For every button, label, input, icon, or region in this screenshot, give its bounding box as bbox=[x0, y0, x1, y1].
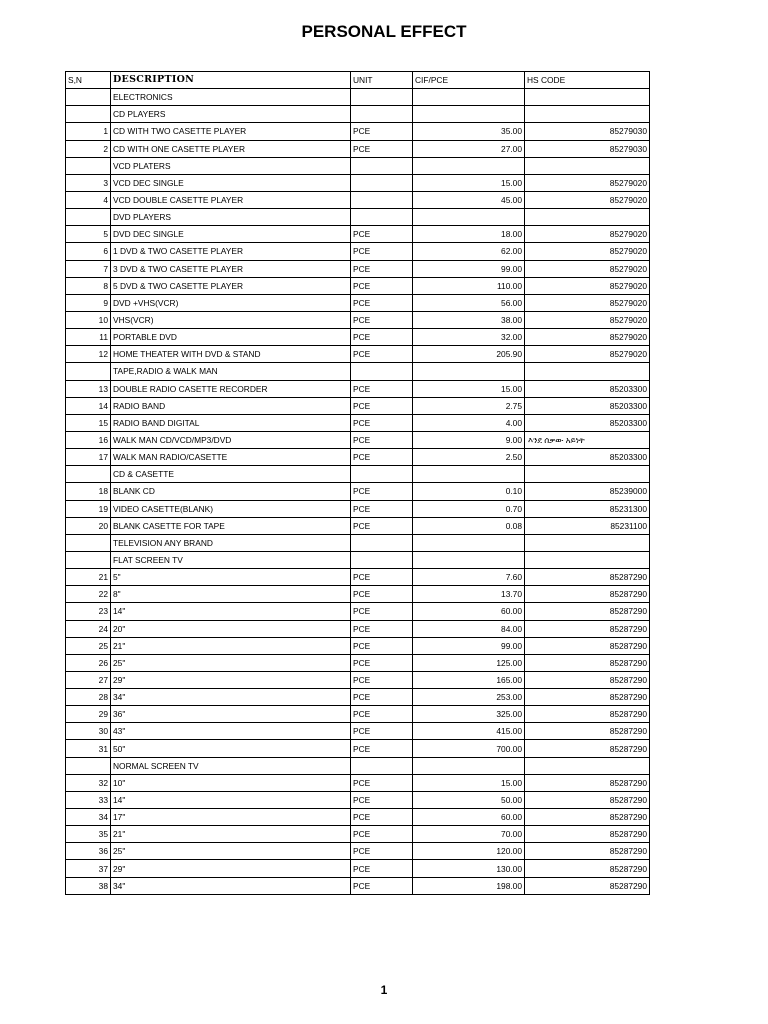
cell-unit: PCE bbox=[351, 123, 413, 140]
table-row bbox=[66, 586, 650, 603]
personal-effect-table bbox=[65, 71, 650, 895]
cell-unit: PCE bbox=[351, 329, 413, 346]
cell-unit: PCE bbox=[351, 226, 413, 243]
table-row bbox=[66, 826, 650, 843]
cell-hs-code: 85287290 bbox=[525, 826, 650, 843]
cell-sn: 2 bbox=[66, 140, 111, 157]
cell-unit bbox=[351, 106, 413, 123]
cell-description: 5 DVD & TWO CASETTE PLAYER bbox=[111, 277, 351, 294]
cell-description: VCD DOUBLE CASETTE PLAYER bbox=[111, 191, 351, 208]
cell-hs-code: 85287290 bbox=[525, 791, 650, 808]
cell-sn: 36 bbox=[66, 843, 111, 860]
cell-sn: 34 bbox=[66, 809, 111, 826]
table-row bbox=[66, 431, 650, 448]
cell-hs-code: 85203300 bbox=[525, 380, 650, 397]
cell-description: DVD PLAYERS bbox=[111, 209, 351, 226]
cell-sn: 3 bbox=[66, 174, 111, 191]
table-row bbox=[66, 329, 650, 346]
cell-sn: 16 bbox=[66, 431, 111, 448]
cell-cif bbox=[413, 757, 525, 774]
cell-description: CD & CASETTE bbox=[111, 466, 351, 483]
cell-unit bbox=[351, 534, 413, 551]
cell-hs-code: 85287290 bbox=[525, 654, 650, 671]
table-row bbox=[66, 860, 650, 877]
cell-description: 50" bbox=[111, 740, 351, 757]
cell-cif: 50.00 bbox=[413, 791, 525, 808]
cell-hs-code: 85287290 bbox=[525, 569, 650, 586]
table-row bbox=[66, 174, 650, 191]
cell-cif: 4.00 bbox=[413, 414, 525, 431]
cell-description: VCD DEC SINGLE bbox=[111, 174, 351, 191]
cell-sn bbox=[66, 106, 111, 123]
cell-description: 10" bbox=[111, 774, 351, 791]
cell-unit: PCE bbox=[351, 397, 413, 414]
cell-sn bbox=[66, 363, 111, 380]
cell-cif bbox=[413, 89, 525, 106]
table-row bbox=[66, 123, 650, 140]
cell-hs-code: 85279020 bbox=[525, 346, 650, 363]
cell-unit: PCE bbox=[351, 740, 413, 757]
table-row bbox=[66, 414, 650, 431]
cell-unit bbox=[351, 191, 413, 208]
cell-description: TELEVISION ANY BRAND bbox=[111, 534, 351, 551]
cell-unit: PCE bbox=[351, 380, 413, 397]
category-row bbox=[66, 157, 650, 174]
header-unit: UNIT bbox=[351, 72, 413, 89]
cell-cif: 35.00 bbox=[413, 123, 525, 140]
cell-unit: PCE bbox=[351, 723, 413, 740]
cell-cif: 99.00 bbox=[413, 260, 525, 277]
cell-description: VCD PLATERS bbox=[111, 157, 351, 174]
cell-sn: 8 bbox=[66, 277, 111, 294]
cell-hs-code: 85287290 bbox=[525, 586, 650, 603]
cell-hs-code bbox=[525, 551, 650, 568]
table-row bbox=[66, 603, 650, 620]
cell-hs-code bbox=[525, 209, 650, 226]
cell-cif: 70.00 bbox=[413, 826, 525, 843]
cell-unit: PCE bbox=[351, 414, 413, 431]
cell-hs-code: 85279030 bbox=[525, 140, 650, 157]
cell-cif: 125.00 bbox=[413, 654, 525, 671]
cell-description: 8" bbox=[111, 586, 351, 603]
cell-sn: 30 bbox=[66, 723, 111, 740]
cell-sn: 15 bbox=[66, 414, 111, 431]
cell-hs-code: 85279020 bbox=[525, 277, 650, 294]
page-number: 1 bbox=[380, 983, 388, 997]
cell-hs-code: 85287290 bbox=[525, 706, 650, 723]
table-row bbox=[66, 620, 650, 637]
cell-description: 29" bbox=[111, 860, 351, 877]
cell-description: WALK MAN RADIO/CASETTE bbox=[111, 449, 351, 466]
cell-description: TAPE,RADIO & WALK MAN bbox=[111, 363, 351, 380]
table-row bbox=[66, 500, 650, 517]
cell-sn: 14 bbox=[66, 397, 111, 414]
category-row bbox=[66, 209, 650, 226]
cell-unit: PCE bbox=[351, 586, 413, 603]
cell-description: CD WITH TWO CASETTE PLAYER bbox=[111, 123, 351, 140]
cell-sn: 7 bbox=[66, 260, 111, 277]
table-row bbox=[66, 569, 650, 586]
cell-description: PORTABLE DVD bbox=[111, 329, 351, 346]
cell-hs-code: 85287290 bbox=[525, 877, 650, 894]
cell-hs-code: 85279020 bbox=[525, 226, 650, 243]
cell-sn: 13 bbox=[66, 380, 111, 397]
table-row bbox=[66, 311, 650, 328]
cell-description: DVD DEC SINGLE bbox=[111, 226, 351, 243]
cell-description: 5" bbox=[111, 569, 351, 586]
cell-unit: PCE bbox=[351, 483, 413, 500]
cell-unit bbox=[351, 157, 413, 174]
cell-cif: 13.70 bbox=[413, 586, 525, 603]
cell-sn: 31 bbox=[66, 740, 111, 757]
cell-cif: 415.00 bbox=[413, 723, 525, 740]
cell-hs-code: 85203300 bbox=[525, 449, 650, 466]
cell-description: DOUBLE RADIO CASETTE RECORDER bbox=[111, 380, 351, 397]
category-row bbox=[66, 106, 650, 123]
cell-unit: PCE bbox=[351, 637, 413, 654]
cell-unit bbox=[351, 89, 413, 106]
cell-hs-code: 85287290 bbox=[525, 671, 650, 688]
cell-cif: 253.00 bbox=[413, 689, 525, 706]
cell-sn: 5 bbox=[66, 226, 111, 243]
cell-cif: 15.00 bbox=[413, 774, 525, 791]
table-body bbox=[66, 72, 650, 895]
table-row bbox=[66, 346, 650, 363]
table-row bbox=[66, 791, 650, 808]
table-row bbox=[66, 397, 650, 414]
cell-hs-code bbox=[525, 89, 650, 106]
cell-description: WALK MAN CD/VCD/MP3/DVD bbox=[111, 431, 351, 448]
category-row bbox=[66, 89, 650, 106]
cell-description: 25" bbox=[111, 654, 351, 671]
cell-sn: 25 bbox=[66, 637, 111, 654]
cell-unit: PCE bbox=[351, 826, 413, 843]
cell-description: ELECTRONICS bbox=[111, 89, 351, 106]
header-cif: CIF/PCE bbox=[413, 72, 525, 89]
cell-unit: PCE bbox=[351, 791, 413, 808]
cell-sn bbox=[66, 757, 111, 774]
cell-cif: 325.00 bbox=[413, 706, 525, 723]
category-row bbox=[66, 534, 650, 551]
cell-cif: 0.08 bbox=[413, 517, 525, 534]
cell-cif: 60.00 bbox=[413, 603, 525, 620]
cell-cif: 15.00 bbox=[413, 380, 525, 397]
cell-hs-code: 85279020 bbox=[525, 260, 650, 277]
cell-sn: 6 bbox=[66, 243, 111, 260]
header-hs-code: HS CODE bbox=[525, 72, 650, 89]
table-row bbox=[66, 449, 650, 466]
cell-sn: 12 bbox=[66, 346, 111, 363]
cell-sn: 28 bbox=[66, 689, 111, 706]
cell-sn: 19 bbox=[66, 500, 111, 517]
table-row bbox=[66, 706, 650, 723]
table-row bbox=[66, 809, 650, 826]
cell-cif bbox=[413, 534, 525, 551]
cell-unit: PCE bbox=[351, 243, 413, 260]
cell-cif: 99.00 bbox=[413, 637, 525, 654]
cell-description: 29" bbox=[111, 671, 351, 688]
cell-unit: PCE bbox=[351, 620, 413, 637]
cell-unit bbox=[351, 757, 413, 774]
cell-cif: 60.00 bbox=[413, 809, 525, 826]
cell-cif bbox=[413, 363, 525, 380]
cell-sn: 26 bbox=[66, 654, 111, 671]
table-row bbox=[66, 877, 650, 894]
category-row bbox=[66, 363, 650, 380]
cell-unit: PCE bbox=[351, 500, 413, 517]
cell-sn: 4 bbox=[66, 191, 111, 208]
table-row bbox=[66, 380, 650, 397]
header-sn: S,N bbox=[66, 72, 111, 89]
table-row bbox=[66, 517, 650, 534]
cell-sn: 27 bbox=[66, 671, 111, 688]
cell-cif: 32.00 bbox=[413, 329, 525, 346]
table-row bbox=[66, 483, 650, 500]
cell-unit: PCE bbox=[351, 706, 413, 723]
page-title: PERSONAL EFFECT bbox=[301, 22, 467, 41]
cell-hs-code: 85287290 bbox=[525, 723, 650, 740]
cell-unit: PCE bbox=[351, 140, 413, 157]
table-row bbox=[66, 654, 650, 671]
cell-unit: PCE bbox=[351, 774, 413, 791]
cell-sn: 1 bbox=[66, 123, 111, 140]
cell-hs-code bbox=[525, 534, 650, 551]
cell-sn: 20 bbox=[66, 517, 111, 534]
table-row bbox=[66, 294, 650, 311]
table-row bbox=[66, 140, 650, 157]
category-row bbox=[66, 466, 650, 483]
cell-sn: 9 bbox=[66, 294, 111, 311]
cell-cif: 56.00 bbox=[413, 294, 525, 311]
cell-sn: 33 bbox=[66, 791, 111, 808]
cell-cif: 45.00 bbox=[413, 191, 525, 208]
table-row bbox=[66, 277, 650, 294]
cell-description: RADIO BAND DIGITAL bbox=[111, 414, 351, 431]
table-row bbox=[66, 843, 650, 860]
cell-unit: PCE bbox=[351, 689, 413, 706]
cell-sn: 22 bbox=[66, 586, 111, 603]
cell-hs-code: እንደ ሰቃው አይነት bbox=[525, 431, 650, 448]
cell-cif: 0.10 bbox=[413, 483, 525, 500]
cell-description: 14" bbox=[111, 603, 351, 620]
cell-hs-code: 85239000 bbox=[525, 483, 650, 500]
cell-sn: 37 bbox=[66, 860, 111, 877]
cell-unit bbox=[351, 174, 413, 191]
category-row bbox=[66, 551, 650, 568]
cell-cif: 38.00 bbox=[413, 311, 525, 328]
cell-description: RADIO BAND bbox=[111, 397, 351, 414]
cell-hs-code: 85279020 bbox=[525, 191, 650, 208]
cell-description: CD PLAYERS bbox=[111, 106, 351, 123]
cell-cif bbox=[413, 551, 525, 568]
cell-cif: 84.00 bbox=[413, 620, 525, 637]
cell-sn: 21 bbox=[66, 569, 111, 586]
cell-description: 34" bbox=[111, 689, 351, 706]
cell-hs-code: 85287290 bbox=[525, 740, 650, 757]
cell-description: BLANK CD bbox=[111, 483, 351, 500]
cell-description: 17" bbox=[111, 809, 351, 826]
cell-cif: 130.00 bbox=[413, 860, 525, 877]
cell-sn: 10 bbox=[66, 311, 111, 328]
cell-description: 1 DVD & TWO CASETTE PLAYER bbox=[111, 243, 351, 260]
cell-description: 21" bbox=[111, 826, 351, 843]
cell-sn bbox=[66, 157, 111, 174]
cell-hs-code: 85287290 bbox=[525, 774, 650, 791]
cell-description: BLANK CASETTE FOR TAPE bbox=[111, 517, 351, 534]
table-row bbox=[66, 671, 650, 688]
cell-description: DVD +VHS(VCR) bbox=[111, 294, 351, 311]
cell-hs-code bbox=[525, 466, 650, 483]
cell-cif: 700.00 bbox=[413, 740, 525, 757]
cell-hs-code: 85287290 bbox=[525, 809, 650, 826]
cell-cif: 165.00 bbox=[413, 671, 525, 688]
cell-description: 3 DVD & TWO CASETTE PLAYER bbox=[111, 260, 351, 277]
cell-description: VHS(VCR) bbox=[111, 311, 351, 328]
cell-sn: 17 bbox=[66, 449, 111, 466]
cell-hs-code: 85279020 bbox=[525, 294, 650, 311]
cell-hs-code: 85279030 bbox=[525, 123, 650, 140]
cell-sn bbox=[66, 209, 111, 226]
cell-hs-code: 85287290 bbox=[525, 860, 650, 877]
cell-unit: PCE bbox=[351, 277, 413, 294]
cell-sn bbox=[66, 89, 111, 106]
cell-unit: PCE bbox=[351, 843, 413, 860]
cell-unit: PCE bbox=[351, 449, 413, 466]
table-row bbox=[66, 243, 650, 260]
cell-hs-code bbox=[525, 363, 650, 380]
cell-cif: 198.00 bbox=[413, 877, 525, 894]
cell-cif: 27.00 bbox=[413, 140, 525, 157]
cell-sn: 35 bbox=[66, 826, 111, 843]
cell-description: 34" bbox=[111, 877, 351, 894]
cell-sn: 32 bbox=[66, 774, 111, 791]
cell-unit bbox=[351, 363, 413, 380]
cell-description: VIDEO CASETTE(BLANK) bbox=[111, 500, 351, 517]
cell-hs-code: 85203300 bbox=[525, 414, 650, 431]
cell-cif: 110.00 bbox=[413, 277, 525, 294]
cell-sn bbox=[66, 534, 111, 551]
category-row bbox=[66, 757, 650, 774]
cell-unit: PCE bbox=[351, 569, 413, 586]
cell-description: 21" bbox=[111, 637, 351, 654]
table-row bbox=[66, 774, 650, 791]
cell-sn bbox=[66, 466, 111, 483]
cell-description: 36" bbox=[111, 706, 351, 723]
cell-unit: PCE bbox=[351, 809, 413, 826]
cell-unit: PCE bbox=[351, 260, 413, 277]
cell-unit: PCE bbox=[351, 654, 413, 671]
cell-hs-code bbox=[525, 106, 650, 123]
cell-hs-code: 85287290 bbox=[525, 637, 650, 654]
header-description: DESCRIPTION bbox=[111, 72, 351, 89]
cell-sn: 18 bbox=[66, 483, 111, 500]
cell-cif: 18.00 bbox=[413, 226, 525, 243]
table-row bbox=[66, 740, 650, 757]
cell-description: HOME THEATER WITH DVD & STAND bbox=[111, 346, 351, 363]
cell-cif bbox=[413, 106, 525, 123]
cell-cif: 62.00 bbox=[413, 243, 525, 260]
cell-unit bbox=[351, 466, 413, 483]
cell-cif bbox=[413, 157, 525, 174]
cell-cif: 0.70 bbox=[413, 500, 525, 517]
cell-cif bbox=[413, 209, 525, 226]
table-row bbox=[66, 191, 650, 208]
cell-sn: 38 bbox=[66, 877, 111, 894]
cell-sn bbox=[66, 551, 111, 568]
cell-unit: PCE bbox=[351, 431, 413, 448]
cell-cif: 205.90 bbox=[413, 346, 525, 363]
cell-cif: 2.75 bbox=[413, 397, 525, 414]
cell-hs-code: 85279020 bbox=[525, 174, 650, 191]
cell-unit: PCE bbox=[351, 346, 413, 363]
cell-sn: 24 bbox=[66, 620, 111, 637]
cell-cif: 9.00 bbox=[413, 431, 525, 448]
cell-hs-code bbox=[525, 757, 650, 774]
cell-cif: 15.00 bbox=[413, 174, 525, 191]
cell-description: 14" bbox=[111, 791, 351, 808]
table-row bbox=[66, 260, 650, 277]
cell-description: 25" bbox=[111, 843, 351, 860]
cell-unit: PCE bbox=[351, 603, 413, 620]
cell-hs-code: 85279020 bbox=[525, 243, 650, 260]
cell-unit: PCE bbox=[351, 311, 413, 328]
cell-hs-code: 85279020 bbox=[525, 311, 650, 328]
cell-cif: 2.50 bbox=[413, 449, 525, 466]
cell-hs-code: 85231300 bbox=[525, 500, 650, 517]
cell-description: CD WITH ONE CASETTE PLAYER bbox=[111, 140, 351, 157]
table-row bbox=[66, 226, 650, 243]
cell-hs-code: 85287290 bbox=[525, 603, 650, 620]
table-header-row bbox=[66, 72, 650, 89]
cell-unit: PCE bbox=[351, 671, 413, 688]
cell-description: 43" bbox=[111, 723, 351, 740]
cell-cif: 7.60 bbox=[413, 569, 525, 586]
cell-hs-code: 85231100 bbox=[525, 517, 650, 534]
cell-description: NORMAL SCREEN TV bbox=[111, 757, 351, 774]
cell-unit: PCE bbox=[351, 517, 413, 534]
cell-hs-code: 85279020 bbox=[525, 329, 650, 346]
cell-unit: PCE bbox=[351, 294, 413, 311]
cell-cif bbox=[413, 466, 525, 483]
cell-hs-code: 85287290 bbox=[525, 620, 650, 637]
cell-unit bbox=[351, 209, 413, 226]
cell-hs-code: 85287290 bbox=[525, 843, 650, 860]
cell-description: FLAT SCREEN TV bbox=[111, 551, 351, 568]
table-row bbox=[66, 689, 650, 706]
cell-description: 20" bbox=[111, 620, 351, 637]
cell-sn: 23 bbox=[66, 603, 111, 620]
cell-sn: 11 bbox=[66, 329, 111, 346]
cell-hs-code bbox=[525, 157, 650, 174]
cell-unit bbox=[351, 551, 413, 568]
cell-unit: PCE bbox=[351, 860, 413, 877]
cell-cif: 120.00 bbox=[413, 843, 525, 860]
table-row bbox=[66, 723, 650, 740]
table-row bbox=[66, 637, 650, 654]
cell-sn: 29 bbox=[66, 706, 111, 723]
cell-hs-code: 85203300 bbox=[525, 397, 650, 414]
cell-hs-code: 85287290 bbox=[525, 689, 650, 706]
cell-unit: PCE bbox=[351, 877, 413, 894]
